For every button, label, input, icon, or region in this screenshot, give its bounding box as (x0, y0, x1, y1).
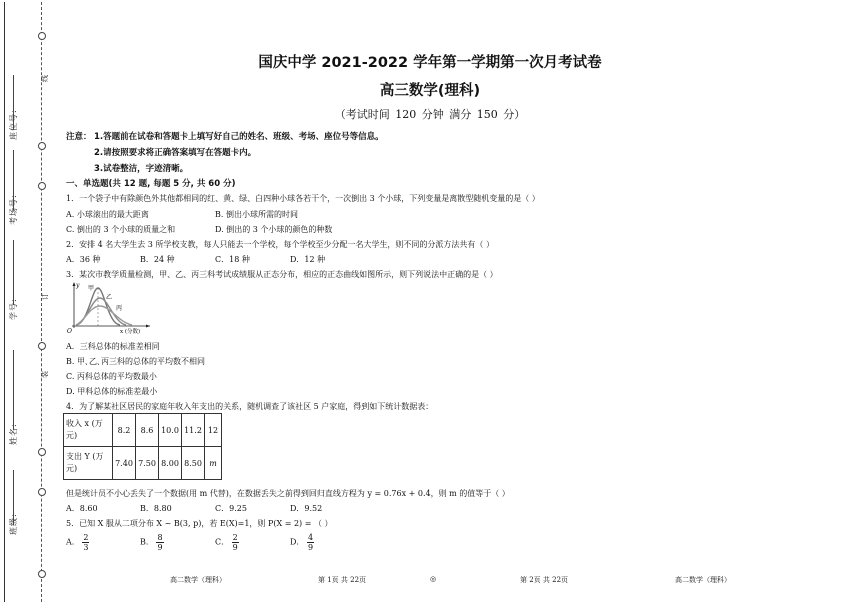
table-row-income (64, 414, 222, 447)
q5-option-d-label: D． (290, 537, 305, 547)
section-heading: 一、单选题(共 12 题, 每题 5 分, 共 60 分) (66, 179, 236, 189)
q2-option-c: C．18 种 (215, 255, 250, 264)
exam-title: 国庆中学 2021-2022 学年第一学期第一次月考试卷 (258, 55, 602, 71)
denominator: 9 (232, 543, 238, 552)
footer-left: 高二数学（理科） (170, 576, 226, 584)
footer-page-1: 第 1页 共 22页 (318, 576, 367, 584)
name-field-line (13, 350, 14, 430)
q5-option-c (215, 533, 239, 552)
cut-word-bind: 订 (41, 293, 49, 300)
footer-symbol: ◎ (430, 575, 437, 583)
exam-info: （考试时间 120 分钟 满分 150 分） (334, 108, 526, 121)
income-header-line1: 收入 x (万 (66, 419, 103, 428)
curve-jia-label: 甲 (88, 285, 95, 292)
curve-yi-label: 乙 (106, 294, 113, 301)
q3-option-c: C. 丙科总体的平均数最小 (66, 372, 157, 381)
exam-subtitle: 高三数学(理科) (379, 83, 481, 99)
table-cell: 8.2 (113, 414, 136, 447)
x-axis-arrow (146, 325, 150, 328)
note-1: 1.答题前在试卷和答题卡上填写好自己的姓名、班级、考场、座位号等信息。 (94, 132, 384, 142)
exam-room-label: 考场号: (9, 194, 18, 225)
table-cell: 8.6 (136, 414, 159, 447)
q2-option-d: D．12 种 (290, 255, 326, 264)
q1-option-b: B. 倒出小球所需的时间 (215, 210, 298, 219)
q5-option-c-label: C． (215, 537, 230, 547)
numerator: 2 (232, 533, 238, 542)
q5-option-b (140, 533, 164, 552)
expense-header-cell (64, 447, 113, 480)
q3-option-b: B. 甲､乙､丙三科的总体的平均数不相同 (66, 357, 205, 366)
income-header-cell (64, 414, 113, 447)
y-axis-label: y (76, 282, 80, 289)
table-cell: 7.50 (136, 447, 159, 480)
income-header-line2: 元) (66, 431, 78, 440)
name-label: 姓名: (9, 423, 18, 445)
binding-hole (38, 570, 46, 578)
numerator: 2 (83, 533, 89, 542)
student-id-label: 学号: (9, 298, 18, 320)
normal-curves-figure (64, 280, 154, 336)
table-cell: 8.50 (182, 447, 205, 480)
curve-bing (76, 306, 132, 325)
footer-right: 高二数学（理科） (675, 576, 731, 584)
q2-option-b: B．24 种 (140, 255, 175, 264)
fraction (232, 533, 239, 552)
cut-word-pack: 装 (41, 371, 49, 378)
q4-option-d: D．9.52 (290, 504, 323, 513)
x-axis-label: x (分数) (120, 329, 141, 335)
fraction (82, 533, 89, 552)
statistics-table (63, 413, 222, 480)
question-1-stem: 1．一个袋子中有除颜色外其他都相同的红、黄、绿、白四种小球各若干个，一次倒出 3 个小球，下列变量是离散型随机变量的是（ ） (66, 194, 540, 203)
question-5-stem: 5．已知 X 服从二项分布 X ~ B(3, p)，若 E(X)=1，则 P(X = 2) = （ ） (66, 519, 333, 528)
binding-hole (38, 32, 46, 40)
expense-header-line1: 支出 Y (万 (66, 452, 104, 461)
q1-option-d: D. 倒出的 3 个小球的颜色的种数 (215, 225, 333, 234)
q3-option-d: D. 甲科总体的标准差最小 (66, 387, 158, 396)
class-field-line (13, 470, 14, 525)
q4-option-b: B．8.80 (140, 504, 172, 513)
q2-option-a: A．36 种 (66, 255, 101, 264)
table-cell: 12 (205, 414, 222, 447)
numerator: 4 (307, 533, 314, 542)
numerator: 8 (157, 533, 163, 542)
curve-bing-label: 丙 (116, 305, 123, 312)
q4-option-c: C．9.25 (215, 504, 247, 513)
notes-label: 注意： (66, 132, 92, 142)
table-cell: 7.40 (113, 447, 136, 480)
footer-page-2: 第 2页 共 22页 (520, 576, 569, 584)
binding-hole (38, 142, 46, 150)
note-3: 3.试卷整洁，字迹清晰。 (94, 164, 189, 174)
denominator: 9 (157, 543, 163, 552)
q5-option-a-label: A． (66, 537, 80, 547)
q5-option-a (66, 533, 89, 552)
q5-option-b-label: B． (140, 537, 154, 547)
table-cell: 10.0 (159, 414, 182, 447)
student-id-field-line (13, 240, 14, 305)
expense-header-line2: 元) (66, 464, 78, 473)
seat-label: 座位号: (9, 109, 18, 140)
q5-option-d (290, 533, 314, 552)
exam-room-field-line (13, 150, 14, 210)
denominator: 3 (83, 543, 89, 552)
origin-label: O (67, 328, 72, 335)
table-cell: 8.00 (159, 447, 182, 480)
question-2-stem: 2．安排 4 名大学生去 3 所学校支教，每人只能去一个学校，每个学校至少分配一名大学生，则不同的分派方法共有（ ） (66, 240, 494, 249)
binding-hole (38, 182, 46, 190)
q4-option-a: A．8.60 (66, 504, 98, 513)
binding-hole (38, 488, 46, 496)
question-4-continuation: 但是统计员不小心丢失了一个数据(用 m 代替)，在数据丢失之前得到回归直线方程为 y = 0.76x + 0.4，则 m 的值等于（ ） (66, 489, 510, 498)
class-label: 班级: (9, 513, 18, 535)
q3-option-a: A．三科总体的标准差相同 (66, 342, 160, 351)
q1-option-a: A. 小球滚出的最大距离 (66, 210, 149, 219)
table-cell: 11.2 (182, 414, 205, 447)
cut-word-line: 线 (41, 75, 49, 82)
denominator: 9 (307, 543, 314, 552)
table-row-expense (64, 447, 222, 480)
table-cell: m (205, 447, 222, 480)
fraction (307, 533, 314, 552)
question-4-stem: 4．为了解某社区居民的家庭年收入年支出的关系，随机调查了该社区 5 户家庭，得到如下统计数据表： (66, 402, 434, 411)
note-2: 2.请按照要求将正确答案填写在答题卡内。 (94, 148, 257, 158)
question-3-stem: 3．某次市教学质量检测，甲、乙、丙三科考试成绩服从正态分布，相应的正态曲线如图所示，则下列说法中正确的是（ ） (66, 270, 498, 279)
binding-hole (38, 342, 46, 350)
fraction (156, 533, 163, 552)
binding-hole (38, 448, 46, 456)
q1-option-c: C. 倒出的 3 个小球的质量之和 (66, 225, 176, 234)
